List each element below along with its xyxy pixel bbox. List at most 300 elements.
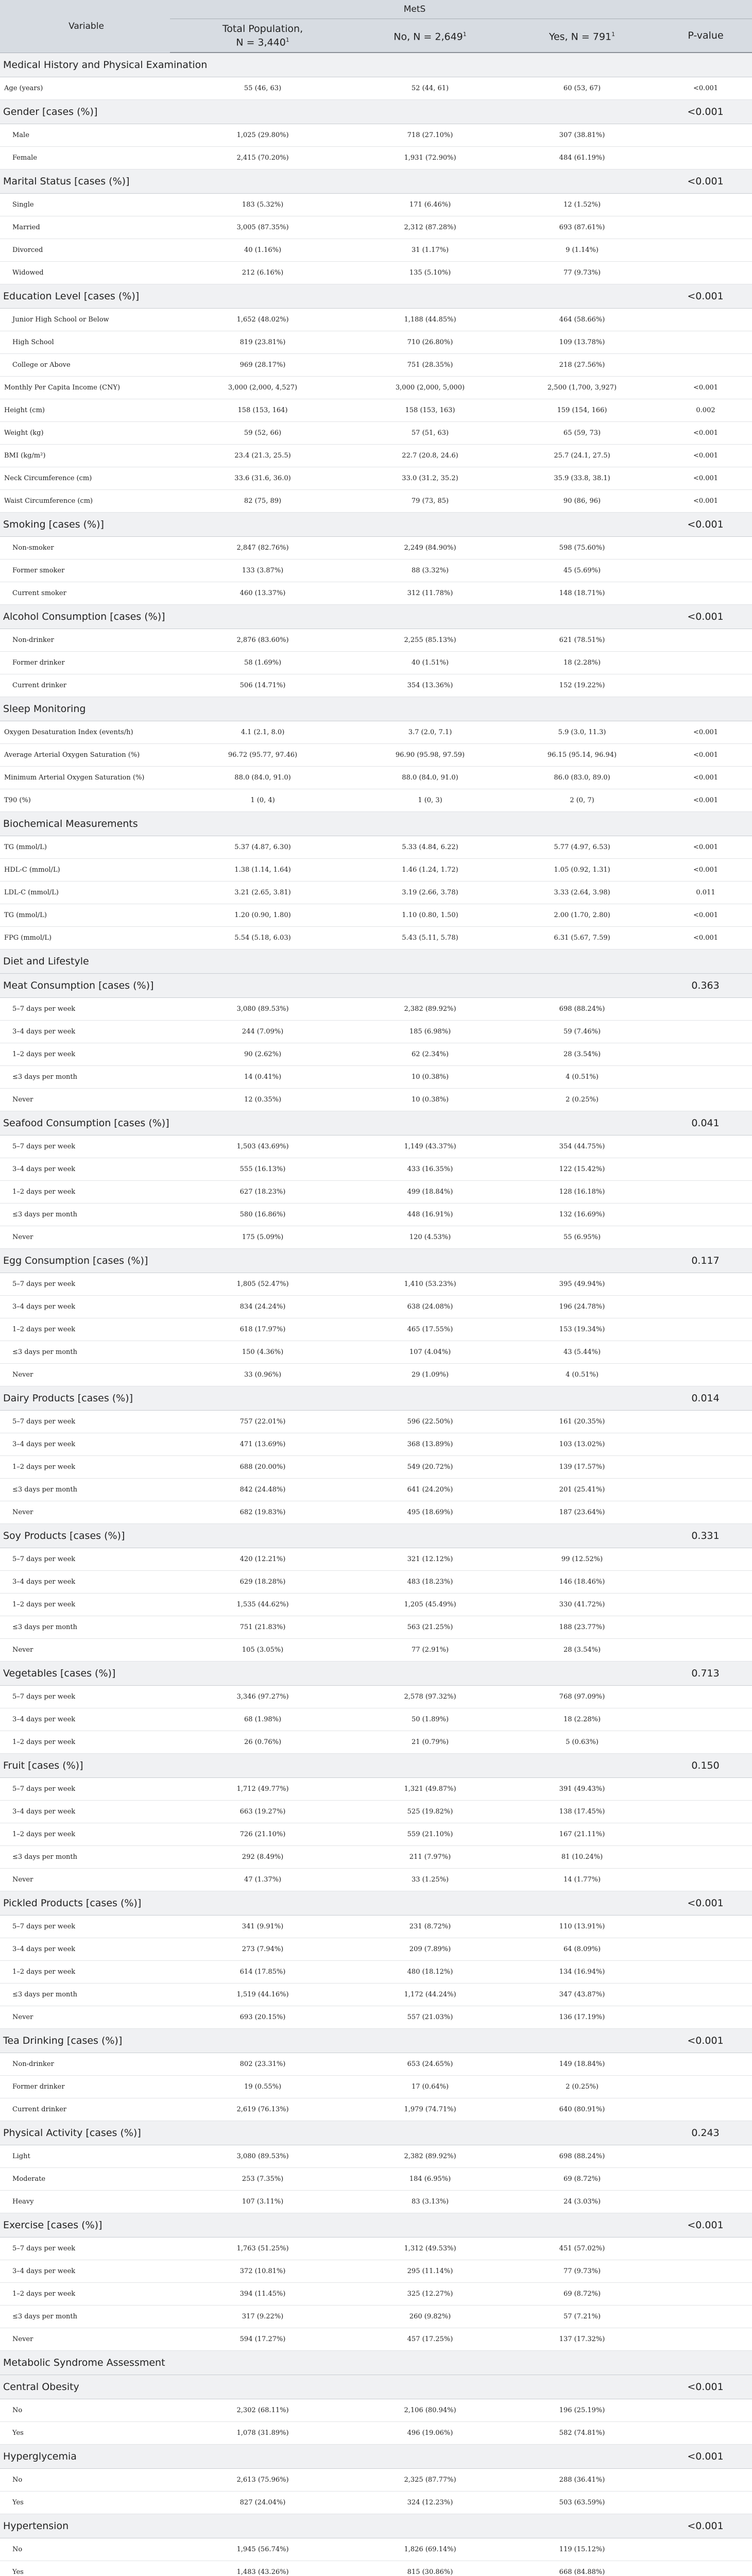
yes-mets-value: 218 (27.56%)	[505, 354, 659, 377]
no-mets-value: 2,382 (89.92%)	[355, 998, 505, 1021]
section-header-row	[0, 100, 752, 124]
table-row	[0, 904, 752, 927]
total-value: 1,805 (52.47%)	[170, 1273, 355, 1296]
row-p-value: <0.001	[659, 721, 752, 744]
row-p-value: <0.001	[659, 490, 752, 513]
table-row	[0, 1318, 752, 1341]
total-value: 96.72 (95.77, 97.46)	[170, 744, 355, 767]
row-p-value	[659, 1961, 752, 1984]
table-row	[0, 1869, 752, 1891]
yes-mets-value: 96.15 (95.14, 96.94)	[505, 744, 659, 767]
yes-mets-value: 90 (86, 96)	[505, 490, 659, 513]
row-label: 3–4 days per week	[0, 1021, 170, 1043]
table-row	[0, 331, 752, 354]
row-p-value	[659, 2260, 752, 2283]
pvalue-header-spacer	[659, 0, 752, 19]
total-value: 969 (28.17%)	[170, 354, 355, 377]
row-p-value	[659, 124, 752, 147]
row-p-value	[659, 1548, 752, 1571]
row-p-value	[659, 1364, 752, 1386]
no-mets-value: 321 (12.12%)	[355, 1548, 505, 1571]
total-value: 2,876 (83.60%)	[170, 629, 355, 652]
table-row	[0, 721, 752, 744]
row-label: Never	[0, 1639, 170, 1662]
total-value: 5.54 (5.18, 6.03)	[170, 927, 355, 950]
no-mets-value: 1,321 (49.87%)	[355, 1778, 505, 1801]
table-row	[0, 216, 752, 239]
no-mets-value: 549 (20.72%)	[355, 1456, 505, 1479]
section-p-value: <0.001	[659, 513, 752, 537]
yes-mets-value: 35.9 (33.8, 38.1)	[505, 467, 659, 490]
yes-mets-value: 201 (25.41%)	[505, 1479, 659, 1501]
no-mets-value: 1,410 (53.23%)	[355, 1273, 505, 1296]
table-row	[0, 194, 752, 216]
table-row	[0, 1296, 752, 1318]
section-header-row	[0, 2375, 752, 2399]
no-mets-value: 3.19 (2.66, 3.78)	[355, 882, 505, 904]
row-label: Single	[0, 194, 170, 216]
pvalue-column-header	[659, 19, 752, 53]
row-p-value	[659, 1916, 752, 1938]
header-row-group	[0, 0, 752, 19]
section-header-row	[0, 2213, 752, 2238]
yes-mets-value: 159 (154, 166)	[505, 399, 659, 422]
no-mets-value: 2,106 (80.94%)	[355, 2399, 505, 2422]
no-mets-value: 3.7 (2.0, 7.1)	[355, 721, 505, 744]
no-mets-value: 312 (11.78%)	[355, 582, 505, 605]
row-label: Oxygen Desaturation Index (events/h)	[0, 721, 170, 744]
no-mets-value: 499 (18.84%)	[355, 1181, 505, 1204]
total-value: 2,613 (75.96%)	[170, 2469, 355, 2492]
total-value: 47 (1.37%)	[170, 1869, 355, 1891]
total-value: 4.1 (2.1, 8.0)	[170, 721, 355, 744]
table-row	[0, 629, 752, 652]
row-label: Widowed	[0, 262, 170, 284]
row-label: TG (mmol/L)	[0, 836, 170, 859]
yes-mets-value: 2 (0.25%)	[505, 2076, 659, 2098]
no-mets-value: 1.46 (1.24, 1.72)	[355, 859, 505, 882]
row-label: ≤3 days per month	[0, 1479, 170, 1501]
row-p-value	[659, 1411, 752, 1433]
variable-header-label: Variable	[69, 21, 104, 31]
section-label: Soy Products [cases (%)]	[0, 1524, 659, 1548]
table-row	[0, 377, 752, 399]
section-p-value	[659, 697, 752, 721]
section-header-row	[0, 697, 752, 721]
row-p-value	[659, 1433, 752, 1456]
total-value: 341 (9.91%)	[170, 1916, 355, 1938]
table-row	[0, 1823, 752, 1846]
total-value: 580 (16.86%)	[170, 1204, 355, 1226]
row-p-value	[659, 1846, 752, 1869]
no-mets-value: 29 (1.09%)	[355, 1364, 505, 1386]
no-mets-value: 79 (73, 85)	[355, 490, 505, 513]
total-value: 3,000 (2,000, 4,527)	[170, 377, 355, 399]
total-value: 12 (0.35%)	[170, 1089, 355, 1111]
row-p-value	[659, 194, 752, 216]
row-label: HDL-C (mmol/L)	[0, 859, 170, 882]
row-label: 1–2 days per week	[0, 1456, 170, 1479]
row-p-value	[659, 331, 752, 354]
total-value: 1,078 (31.89%)	[170, 2422, 355, 2445]
row-label: ≤3 days per month	[0, 1616, 170, 1639]
section-label: Dairy Products [cases (%)]	[0, 1386, 659, 1411]
row-label: 5–7 days per week	[0, 1548, 170, 1571]
no-mets-value: 1,149 (43.37%)	[355, 1136, 505, 1158]
section-header-row	[0, 1249, 752, 1273]
total-value: 33 (0.96%)	[170, 1364, 355, 1386]
row-p-value	[659, 1043, 752, 1066]
total-value: 3,346 (97.27%)	[170, 1686, 355, 1708]
row-p-value	[659, 2076, 752, 2098]
yes-mets-value: 167 (21.11%)	[505, 1823, 659, 1846]
no-column-header	[355, 19, 505, 53]
row-p-value	[659, 1639, 752, 1662]
table-row	[0, 789, 752, 812]
total-value: 688 (20.00%)	[170, 1456, 355, 1479]
yes-mets-value: 2,500 (1,700, 3,927)	[505, 377, 659, 399]
total-value: 55 (46, 63)	[170, 77, 355, 100]
table-row	[0, 1043, 752, 1066]
yes-mets-value: 65 (59, 73)	[505, 422, 659, 445]
row-label: 1–2 days per week	[0, 2283, 170, 2306]
row-p-value	[659, 1479, 752, 1501]
total-value: 3,080 (89.53%)	[170, 998, 355, 1021]
yes-mets-value: 698 (88.24%)	[505, 2145, 659, 2168]
section-label: Alcohol Consumption [cases (%)]	[0, 605, 659, 629]
row-label: No	[0, 2538, 170, 2561]
table-row	[0, 1639, 752, 1662]
row-p-value	[659, 1341, 752, 1364]
no-mets-value: 1.10 (0.80, 1.50)	[355, 904, 505, 927]
total-value: 1,483 (43.26%)	[170, 2561, 355, 2576]
section-p-value: <0.001	[659, 1891, 752, 1916]
row-p-value	[659, 1571, 752, 1594]
no-mets-value: 480 (18.12%)	[355, 1961, 505, 1984]
section-p-value: <0.001	[659, 2029, 752, 2053]
table-row	[0, 2469, 752, 2492]
row-p-value	[659, 1089, 752, 1111]
row-p-value	[659, 1731, 752, 1754]
row-p-value: 0.002	[659, 399, 752, 422]
table-row	[0, 309, 752, 331]
yes-mets-value: 5.9 (3.0, 11.3)	[505, 721, 659, 744]
no-mets-value: 433 (16.35%)	[355, 1158, 505, 1181]
yes-mets-value: 188 (23.77%)	[505, 1616, 659, 1639]
row-label: Yes	[0, 2561, 170, 2576]
row-label: 1–2 days per week	[0, 1043, 170, 1066]
table-row	[0, 2238, 752, 2260]
table-row	[0, 2006, 752, 2029]
yes-mets-value: 81 (10.24%)	[505, 1846, 659, 1869]
total-value: 19 (0.55%)	[170, 2076, 355, 2098]
yes-header-label: Yes, N = 791	[549, 31, 612, 43]
no-mets-value: 448 (16.91%)	[355, 1204, 505, 1226]
row-label: Non-drinker	[0, 2053, 170, 2076]
table-row	[0, 147, 752, 170]
table-row	[0, 1479, 752, 1501]
section-p-value: <0.001	[659, 100, 752, 124]
yes-mets-value: 77 (9.73%)	[505, 262, 659, 284]
yes-mets-value: 503 (63.59%)	[505, 2492, 659, 2514]
section-label: Egg Consumption [cases (%)]	[0, 1249, 659, 1273]
total-value: 2,619 (76.13%)	[170, 2098, 355, 2121]
section-header-row	[0, 2121, 752, 2145]
table-row	[0, 560, 752, 582]
table-row	[0, 467, 752, 490]
table-row	[0, 1916, 752, 1938]
section-header-row	[0, 513, 752, 537]
table-row	[0, 239, 752, 262]
yes-mets-value: 2.00 (1.70, 2.80)	[505, 904, 659, 927]
row-p-value	[659, 2538, 752, 2561]
total-value: 244 (7.09%)	[170, 1021, 355, 1043]
yes-mets-value: 99 (12.52%)	[505, 1548, 659, 1571]
section-label: Fruit [cases (%)]	[0, 1754, 659, 1778]
section-p-value	[659, 53, 752, 77]
no-mets-value: 457 (17.25%)	[355, 2328, 505, 2351]
section-p-value: 0.014	[659, 1386, 752, 1411]
row-label: 3–4 days per week	[0, 1801, 170, 1823]
yes-mets-value: 24 (3.03%)	[505, 2191, 659, 2213]
yes-mets-value: 451 (57.02%)	[505, 2238, 659, 2260]
row-label: 5–7 days per week	[0, 1916, 170, 1938]
table-row	[0, 124, 752, 147]
no-mets-value: 563 (21.25%)	[355, 1616, 505, 1639]
table-row	[0, 1548, 752, 1571]
total-value: 819 (23.81%)	[170, 331, 355, 354]
table-row	[0, 1411, 752, 1433]
row-p-value: <0.001	[659, 859, 752, 882]
section-header-row	[0, 2514, 752, 2538]
total-value: 1 (0, 4)	[170, 789, 355, 812]
no-mets-value: 50 (1.89%)	[355, 1708, 505, 1731]
row-label: T90 (%)	[0, 789, 170, 812]
no-mets-value: 158 (153, 163)	[355, 399, 505, 422]
row-p-value	[659, 2492, 752, 2514]
total-value: 460 (13.37%)	[170, 582, 355, 605]
row-p-value	[659, 1158, 752, 1181]
table-row	[0, 2168, 752, 2191]
yes-mets-value: 698 (88.24%)	[505, 998, 659, 1021]
table-row	[0, 1961, 752, 1984]
row-p-value	[659, 309, 752, 331]
total-value: 58 (1.69%)	[170, 652, 355, 674]
total-value: 107 (3.11%)	[170, 2191, 355, 2213]
total-value: 471 (13.69%)	[170, 1433, 355, 1456]
row-p-value: <0.001	[659, 377, 752, 399]
section-p-value: <0.001	[659, 170, 752, 194]
section-p-value: 0.713	[659, 1662, 752, 1686]
row-label: Never	[0, 2328, 170, 2351]
total-value: 82 (75, 89)	[170, 490, 355, 513]
row-p-value	[659, 537, 752, 560]
row-p-value	[659, 652, 752, 674]
no-mets-value: 5.43 (5.11, 5.78)	[355, 927, 505, 950]
no-mets-value: 1,931 (72.90%)	[355, 147, 505, 170]
total-header-footnote-mark: 1	[285, 36, 289, 43]
yes-mets-value: 5 (0.63%)	[505, 1731, 659, 1754]
table-row	[0, 1181, 752, 1204]
yes-mets-value: 152 (19.22%)	[505, 674, 659, 697]
section-label: Hyperglycemia	[0, 2445, 659, 2469]
table-row	[0, 399, 752, 422]
no-mets-value: 96.90 (95.98, 97.59)	[355, 744, 505, 767]
no-mets-value: 465 (17.55%)	[355, 1318, 505, 1341]
no-mets-value: 10 (0.38%)	[355, 1089, 505, 1111]
yes-mets-value: 110 (13.91%)	[505, 1916, 659, 1938]
yes-mets-value: 69 (8.72%)	[505, 2168, 659, 2191]
section-header-row	[0, 170, 752, 194]
yes-mets-value: 330 (41.72%)	[505, 1594, 659, 1616]
total-value: 68 (1.98%)	[170, 1708, 355, 1731]
total-value: 555 (16.13%)	[170, 1158, 355, 1181]
section-header-row	[0, 284, 752, 309]
total-value: 751 (21.83%)	[170, 1616, 355, 1639]
total-value: 618 (17.97%)	[170, 1318, 355, 1341]
row-label: No	[0, 2469, 170, 2492]
row-label: Heavy	[0, 2191, 170, 2213]
total-value: 133 (3.87%)	[170, 560, 355, 582]
section-label: Diet and Lifestyle	[0, 950, 659, 974]
yes-mets-value: 4 (0.51%)	[505, 1364, 659, 1386]
row-p-value: <0.001	[659, 927, 752, 950]
section-header-row	[0, 974, 752, 998]
yes-mets-value: 59 (7.46%)	[505, 1021, 659, 1043]
yes-mets-value: 3.33 (2.64, 3.98)	[505, 882, 659, 904]
total-value: 253 (7.35%)	[170, 2168, 355, 2191]
row-p-value	[659, 2306, 752, 2328]
no-mets-value: 2,312 (87.28%)	[355, 216, 505, 239]
row-p-value	[659, 2191, 752, 2213]
table-row	[0, 490, 752, 513]
no-mets-value: 120 (4.53%)	[355, 1226, 505, 1249]
row-label: Divorced	[0, 239, 170, 262]
section-p-value: <0.001	[659, 2375, 752, 2399]
row-label: Never	[0, 1226, 170, 1249]
row-p-value	[659, 1801, 752, 1823]
section-header-row	[0, 2445, 752, 2469]
no-mets-value: 710 (26.80%)	[355, 331, 505, 354]
row-p-value	[659, 1136, 752, 1158]
table-row	[0, 1501, 752, 1524]
no-mets-value: 496 (19.06%)	[355, 2422, 505, 2445]
row-label: Never	[0, 1364, 170, 1386]
total-value: 506 (14.71%)	[170, 674, 355, 697]
section-p-value: <0.001	[659, 2445, 752, 2469]
total-value: 842 (24.48%)	[170, 1479, 355, 1501]
section-p-value: <0.001	[659, 605, 752, 629]
section-label: Gender [cases (%)]	[0, 100, 659, 124]
no-mets-value: 557 (21.03%)	[355, 2006, 505, 2029]
total-value: 292 (8.49%)	[170, 1846, 355, 1869]
no-mets-value: 260 (9.82%)	[355, 2306, 505, 2328]
row-p-value	[659, 1181, 752, 1204]
row-label: Current drinker	[0, 674, 170, 697]
row-label: 1–2 days per week	[0, 1961, 170, 1984]
table-row	[0, 582, 752, 605]
total-value: 757 (22.01%)	[170, 1411, 355, 1433]
table-row	[0, 1433, 752, 1456]
total-value: 372 (10.81%)	[170, 2260, 355, 2283]
yes-mets-value: 196 (25.19%)	[505, 2399, 659, 2422]
total-value: 33.6 (31.6, 36.0)	[170, 467, 355, 490]
section-label: Physical Activity [cases (%)]	[0, 2121, 659, 2145]
row-p-value	[659, 2006, 752, 2029]
no-mets-value: 325 (12.27%)	[355, 2283, 505, 2306]
row-p-value	[659, 239, 752, 262]
yes-mets-value: 14 (1.77%)	[505, 1869, 659, 1891]
no-mets-value: 1,312 (49.53%)	[355, 2238, 505, 2260]
row-label: Female	[0, 147, 170, 170]
total-value: 802 (23.31%)	[170, 2053, 355, 2076]
table-row	[0, 674, 752, 697]
section-p-value: 0.150	[659, 1754, 752, 1778]
row-p-value	[659, 629, 752, 652]
row-p-value	[659, 1984, 752, 2006]
yes-mets-value: 354 (44.75%)	[505, 1136, 659, 1158]
section-header-row	[0, 605, 752, 629]
yes-mets-value: 28 (3.54%)	[505, 1639, 659, 1662]
yes-mets-value: 187 (23.64%)	[505, 1501, 659, 1524]
row-label: Non-smoker	[0, 537, 170, 560]
table-row	[0, 2053, 752, 2076]
total-value: 14 (0.41%)	[170, 1066, 355, 1089]
no-mets-value: 1,826 (69.14%)	[355, 2538, 505, 2561]
total-value: 5.37 (4.87, 6.30)	[170, 836, 355, 859]
table-row	[0, 2492, 752, 2514]
yes-mets-value: 28 (3.54%)	[505, 1043, 659, 1066]
yes-mets-value: 25.7 (24.1, 27.5)	[505, 445, 659, 467]
row-label: 5–7 days per week	[0, 1686, 170, 1708]
yes-header-footnote-mark: 1	[611, 30, 616, 38]
section-header-row	[0, 2351, 752, 2375]
section-label: Marital Status [cases (%)]	[0, 170, 659, 194]
total-value: 105 (3.05%)	[170, 1639, 355, 1662]
table-row	[0, 1984, 752, 2006]
no-mets-value: 368 (13.89%)	[355, 1433, 505, 1456]
section-label: Smoking [cases (%)]	[0, 513, 659, 537]
section-label: Metabolic Syndrome Assessment	[0, 2351, 659, 2375]
table-row	[0, 2283, 752, 2306]
row-label: Never	[0, 1501, 170, 1524]
table-row	[0, 2145, 752, 2168]
table-row	[0, 2260, 752, 2283]
total-value: 183 (5.32%)	[170, 194, 355, 216]
table-row	[0, 744, 752, 767]
no-mets-value: 209 (7.89%)	[355, 1938, 505, 1961]
table-row	[0, 882, 752, 904]
table-row	[0, 1089, 752, 1111]
section-label: Education Level [cases (%)]	[0, 284, 659, 309]
row-p-value: <0.001	[659, 467, 752, 490]
no-mets-value: 33.0 (31.2, 35.2)	[355, 467, 505, 490]
yes-mets-value: 621 (78.51%)	[505, 629, 659, 652]
yes-mets-value: 18 (2.28%)	[505, 1708, 659, 1731]
table-row	[0, 422, 752, 445]
table-row	[0, 1731, 752, 1754]
yes-mets-value: 136 (17.19%)	[505, 2006, 659, 2029]
yes-mets-value: 138 (17.45%)	[505, 1801, 659, 1823]
total-value: 726 (21.10%)	[170, 1823, 355, 1846]
no-mets-value: 33 (1.25%)	[355, 1869, 505, 1891]
row-p-value	[659, 2328, 752, 2351]
yes-mets-value: 45 (5.69%)	[505, 560, 659, 582]
table-row	[0, 1158, 752, 1181]
no-mets-value: 638 (24.08%)	[355, 1296, 505, 1318]
row-p-value	[659, 2098, 752, 2121]
section-label: Biochemical Measurements	[0, 812, 659, 836]
